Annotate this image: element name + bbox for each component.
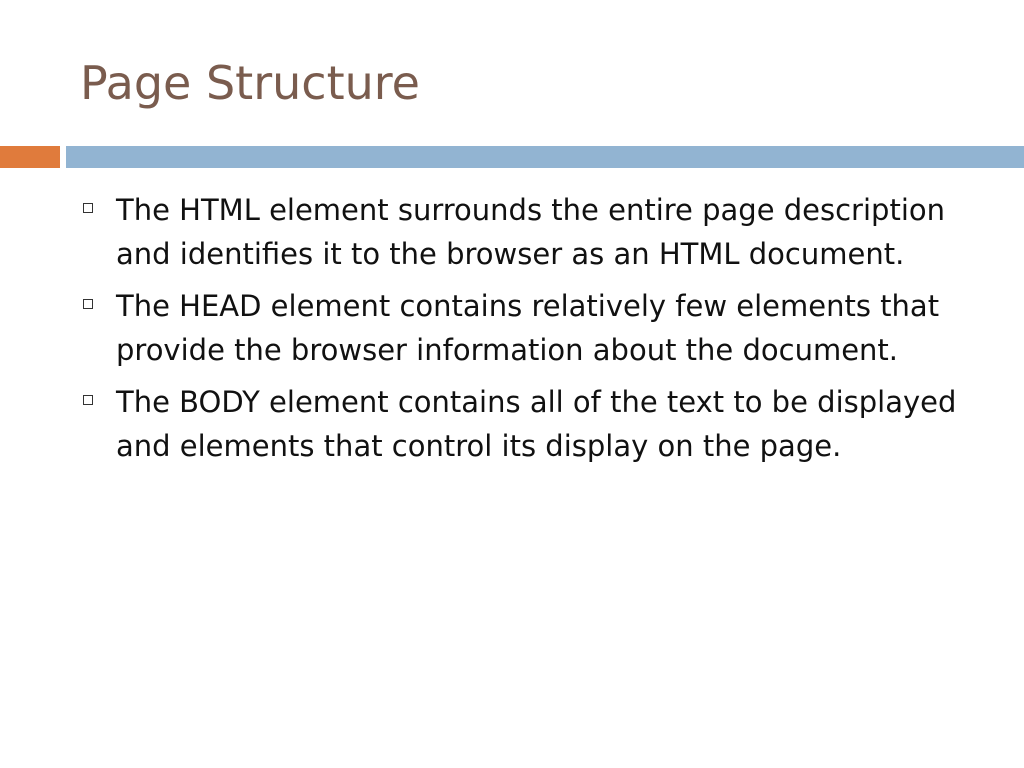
list-item bbox=[80, 188, 960, 276]
list-item bbox=[80, 380, 960, 468]
bullet-text: The HTML element surrounds the entire page description and identifies it to the browser as an HTML document. bbox=[116, 193, 945, 271]
bullet-text: The HEAD element contains relatively few elements that provide the browser information about the document. bbox=[116, 289, 940, 367]
hollow-square-bullet-icon bbox=[83, 395, 93, 405]
list-item bbox=[80, 284, 960, 372]
slide-title: Page Structure bbox=[80, 56, 420, 110]
title-accent-bar bbox=[0, 146, 60, 168]
hollow-square-bullet-icon bbox=[83, 299, 93, 309]
bullet-text: The BODY element contains all of the text to be displayed and elements that control its display on the page. bbox=[116, 385, 957, 463]
hollow-square-bullet-icon bbox=[83, 203, 93, 213]
bullet-list bbox=[80, 188, 960, 476]
title-rule-bar bbox=[66, 146, 1024, 168]
